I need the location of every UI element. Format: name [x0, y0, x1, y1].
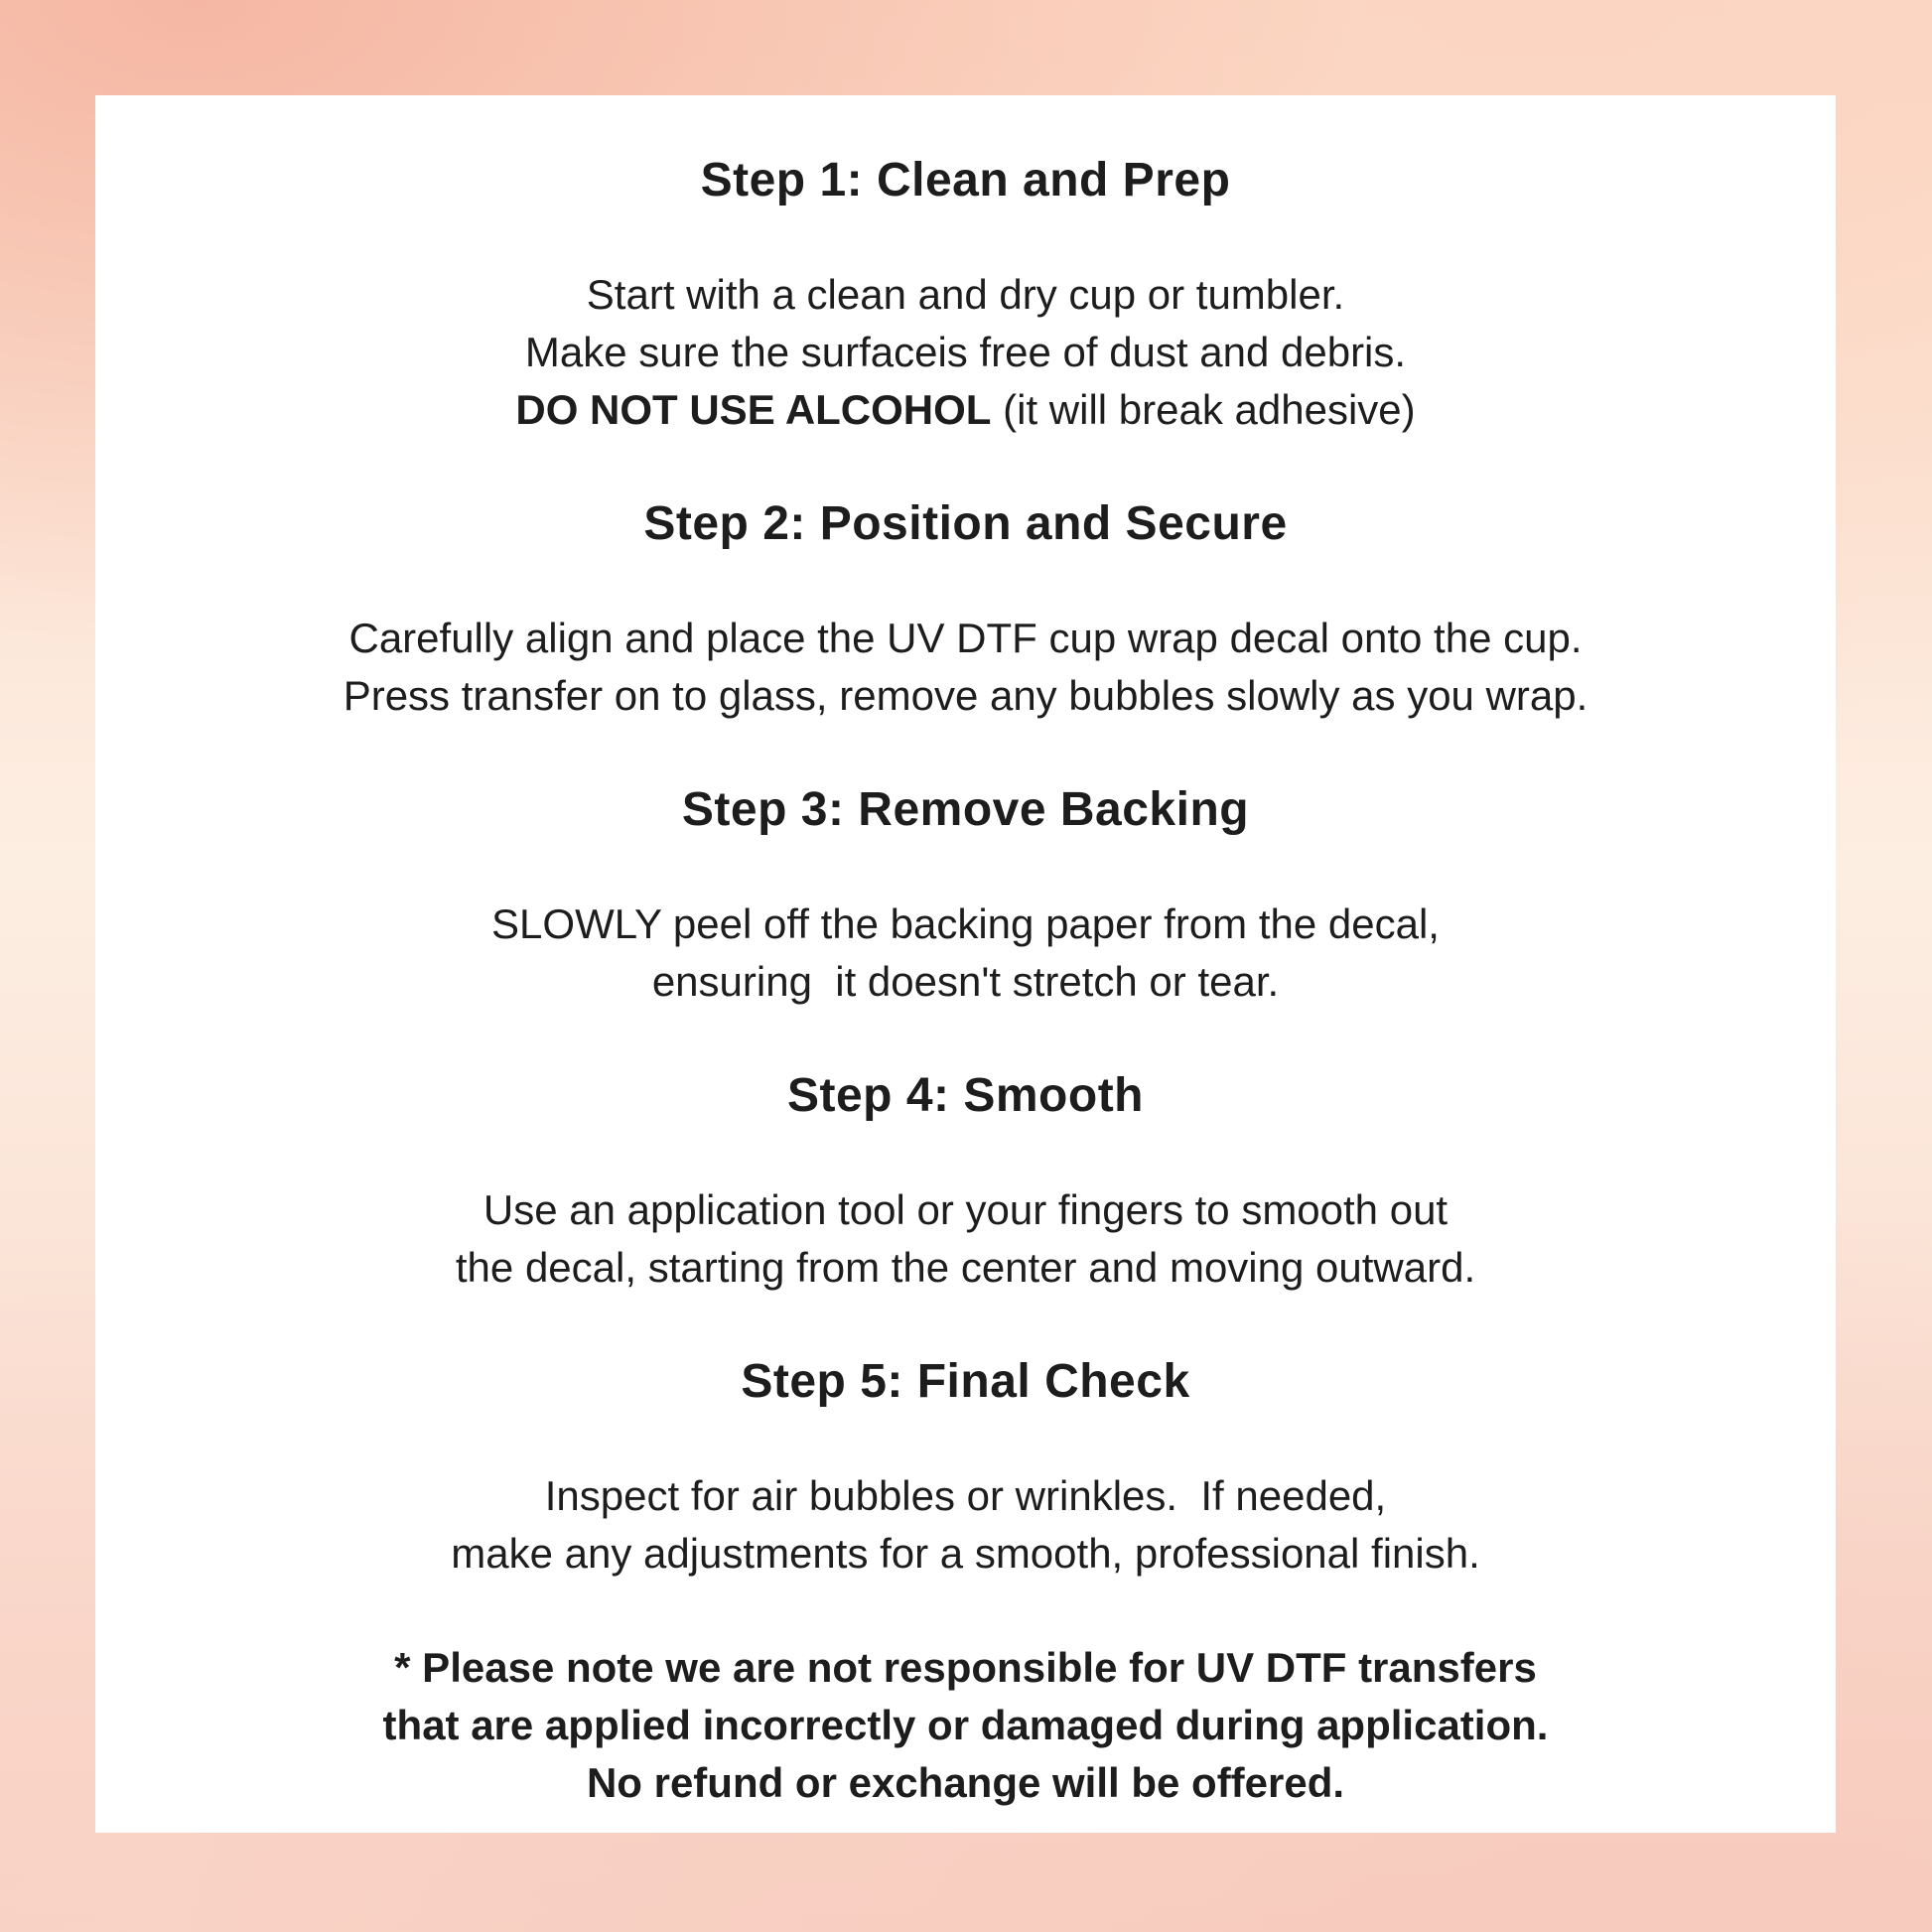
step-3-heading: Step 3: Remove Backing [681, 783, 1250, 836]
step-2-paragraph [95, 610, 1836, 725]
do-not-use-alcohol-warning: DO NOT USE ALCOHOL [515, 386, 992, 433]
text-line: ensuring it doesn't stretch or tear. [651, 958, 1280, 1005]
step-4-heading: Step 4: Smooth [786, 1069, 1144, 1122]
text-line: Press transfer on to glass, remove any bubbles slowly as you wrap. [343, 672, 1588, 719]
step-1-paragraph [95, 266, 1836, 439]
step-1-heading: Step 1: Clean and Prep [700, 154, 1231, 207]
text-line: SLOWLY peel off the backing paper from the decal, [491, 900, 1440, 947]
step-4-paragraph [95, 1181, 1836, 1297]
text-line: Carefully align and place the UV DTF cup wrap decal onto the cup. [348, 615, 1583, 661]
text-line: Start with a clean and dry cup or tumbler. [586, 271, 1345, 318]
text-line: Make sure the surfaceis free of dust and debris. [524, 329, 1407, 375]
text-line: make any adjustments for a smooth, professional finish. [451, 1530, 1480, 1577]
text-line: Use an application tool or your fingers to smooth out [483, 1186, 1449, 1233]
disclaimer-line: * Please note we are not responsible for UV DTF transfers [394, 1644, 1537, 1691]
step-2-heading: Step 2: Position and Secure [643, 497, 1288, 550]
text-line: Inspect for air bubbles or wrinkles. If needed, [544, 1472, 1387, 1519]
step-5-paragraph [95, 1467, 1836, 1583]
disclaimer [95, 1639, 1836, 1812]
disclaimer-line: No refund or exchange will be offered. [586, 1759, 1345, 1806]
instruction-card [95, 95, 1836, 1833]
text-line [95, 381, 1836, 439]
step-3-paragraph [95, 896, 1836, 1011]
warning-note: (it will break adhesive) [991, 386, 1416, 433]
step-5-heading: Step 5: Final Check [741, 1355, 1190, 1408]
text-line: the decal, starting from the center and moving outward. [455, 1244, 1476, 1291]
disclaimer-line: that are applied incorrectly or damaged during application. [382, 1702, 1549, 1748]
